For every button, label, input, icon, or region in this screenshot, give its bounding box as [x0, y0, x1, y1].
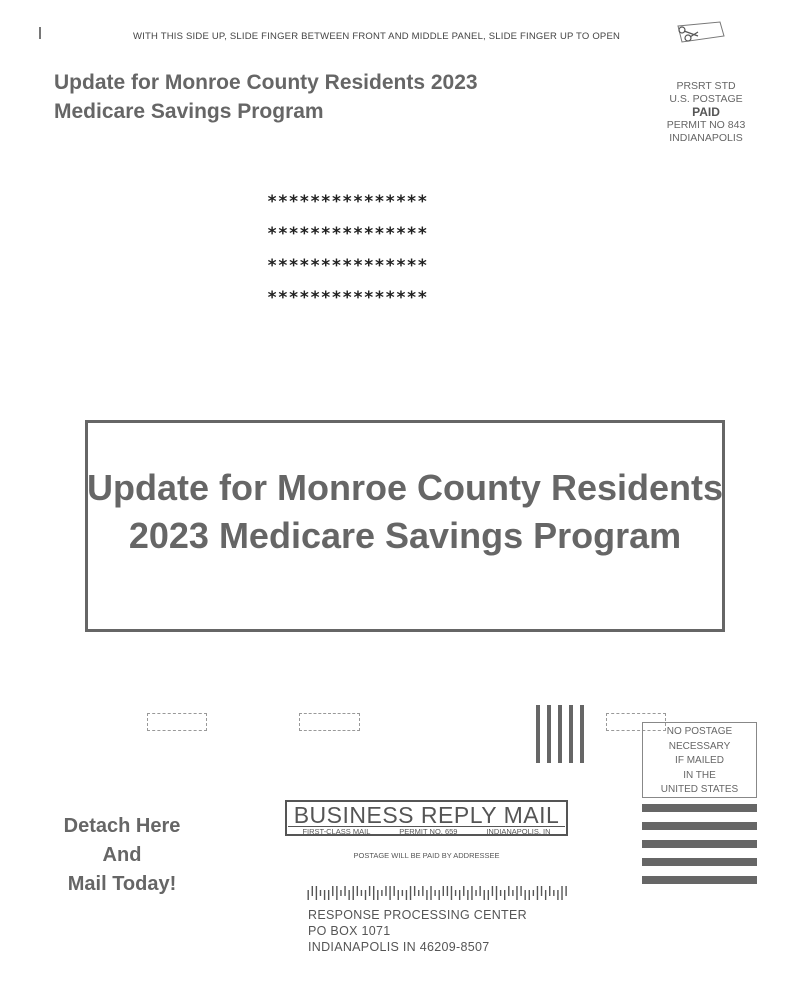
detach-line1: Detach Here: [63, 815, 181, 837]
barcode-bar: [369, 886, 370, 896]
brm-permit: PERMIT NO. 659: [399, 827, 458, 836]
barcode-bar: [365, 890, 366, 900]
barcode-bar: [398, 890, 399, 900]
barcode-bar: [492, 886, 493, 896]
reply-stripe: [642, 858, 757, 866]
barcode-bar: [353, 886, 354, 900]
indicia-paid: PAID: [692, 105, 720, 119]
barcode-bar: [389, 886, 390, 900]
barcode-bar: [381, 890, 382, 896]
return-address: [308, 907, 527, 955]
indicia-city: INDIANAPOLIS: [669, 132, 743, 144]
barcode-bar: [344, 886, 345, 896]
barcode-bar: [512, 890, 513, 896]
barcode-bar: [455, 890, 456, 896]
barcode-bar: [524, 890, 525, 900]
intelligent-mail-barcode: [307, 886, 569, 900]
header-title-line2: Medicare Savings Program: [54, 100, 324, 123]
no-postage-line2: NECESSARY: [668, 740, 731, 752]
detach-instruction: [54, 812, 190, 899]
no-postage-line1: NO POSTAGE: [666, 726, 733, 737]
barcode-bar: [402, 890, 403, 896]
barcode-bar: [541, 886, 542, 896]
open-instruction: WITH THIS SIDE UP, SLIDE FINGER BETWEEN FRONT AND MIDDLE PANEL, SLIDE FINGER UP TO OPEN: [133, 31, 621, 42]
business-reply-mail-box: [285, 800, 568, 836]
main-title: [85, 464, 725, 560]
postage-indicia: [656, 80, 756, 145]
barcode-bar: [488, 890, 489, 900]
masked-line: ***************: [267, 224, 429, 244]
reply-stripe: [642, 840, 757, 848]
barcode-bar: [320, 890, 321, 896]
barcode-bar: [426, 890, 427, 900]
barcode-bar: [373, 886, 374, 900]
barcode-bar: [377, 890, 378, 900]
barcode-bar: [393, 886, 394, 896]
barcode-bar: [336, 886, 337, 900]
postage-paid-note: POSTAGE WILL BE PAID BY ADDRESSEE: [353, 851, 500, 860]
detach-line2: And: [102, 844, 142, 866]
address-line2: PO BOX 1071: [308, 924, 391, 938]
facing-identification-mark: [535, 705, 587, 763]
barcode-bar: [357, 886, 358, 896]
barcode-bar: [308, 890, 309, 900]
address-line3: INDIANAPOLIS IN 46209-8507: [308, 940, 490, 954]
barcode-bar: [312, 886, 313, 896]
barcode-bar: [406, 890, 407, 900]
barcode-bar: [463, 886, 464, 896]
brm-subline: [288, 826, 565, 836]
main-title-line2: 2023 Medicare Savings Program: [128, 515, 682, 556]
masked-recipient-address: [267, 186, 428, 314]
barcode-bar: [533, 890, 534, 896]
reply-stripe: [642, 876, 757, 884]
barcode-bar: [316, 886, 317, 900]
barcode-bar: [451, 886, 452, 900]
barcode-bar: [496, 886, 497, 900]
no-postage-line4: IN THE: [683, 769, 716, 781]
barcode-bar: [508, 886, 509, 896]
barcode-bar: [545, 890, 546, 900]
brm-city: INDIANAPOLIS, IN: [486, 827, 551, 836]
barcode-bar: [561, 886, 562, 900]
address-line1: RESPONSE PROCESSING CENTER: [308, 908, 527, 922]
indicia-line1: PRSRT STD: [676, 80, 736, 92]
barcode-bar: [324, 890, 325, 900]
barcode-bar: [328, 890, 329, 900]
barcode-bar: [348, 890, 349, 900]
barcode-bar: [447, 886, 448, 896]
barcode-bar: [557, 890, 558, 900]
barcode-bar: [565, 886, 566, 896]
indicia-line2: U.S. POSTAGE: [669, 93, 743, 105]
header-title: [54, 68, 478, 126]
perforation-mark: [147, 713, 207, 731]
main-title-line1: Update for Monroe County Residents: [86, 467, 724, 508]
scissor-icon: [668, 18, 728, 48]
barcode-bar: [434, 890, 435, 896]
no-postage-box: [642, 722, 757, 798]
header-title-line1: Update for Monroe County Residents 2023: [54, 71, 478, 94]
indicia-permit: PERMIT NO 843: [666, 119, 746, 131]
barcode-bar: [467, 890, 468, 900]
barcode-bar: [520, 886, 521, 896]
no-postage-line3: IF MAILED: [675, 755, 724, 766]
no-postage-line5: UNITED STATES: [660, 784, 739, 795]
barcode-bar: [459, 890, 460, 900]
barcode-bar: [549, 886, 550, 896]
brm-class: FIRST-CLASS MAIL: [302, 827, 371, 836]
masked-line: ***************: [267, 288, 429, 308]
barcode-bar: [414, 886, 415, 896]
barcode-bar: [479, 886, 480, 896]
barcode-bar: [484, 890, 485, 900]
barcode-bar: [430, 886, 431, 900]
barcode-bar: [537, 886, 538, 900]
barcode-bar: [439, 890, 440, 900]
barcode-bar: [418, 890, 419, 896]
edge-mark: [39, 27, 41, 39]
detach-line3: Mail Today!: [67, 873, 177, 895]
barcode-bar: [500, 890, 501, 896]
masked-line: ***************: [267, 256, 429, 276]
barcode-bar: [529, 890, 530, 900]
barcode-bar: [361, 890, 362, 896]
barcode-bar: [332, 886, 333, 896]
barcode-bar: [471, 886, 472, 900]
reply-stripe: [642, 804, 757, 812]
barcode-bar: [475, 890, 476, 896]
masked-line: ***************: [267, 192, 429, 212]
perforation-mark: [299, 713, 360, 731]
barcode-bar: [422, 886, 423, 896]
reply-stripe: [642, 822, 757, 830]
brm-title: BUSINESS REPLY MAIL: [293, 802, 560, 828]
barcode-bar: [504, 890, 505, 900]
barcode-bar: [516, 886, 517, 900]
barcode-bar: [553, 890, 554, 896]
barcode-bar: [385, 886, 386, 896]
barcode-bar: [410, 886, 411, 900]
barcode-bar: [443, 886, 444, 896]
barcode-bar: [340, 890, 341, 896]
